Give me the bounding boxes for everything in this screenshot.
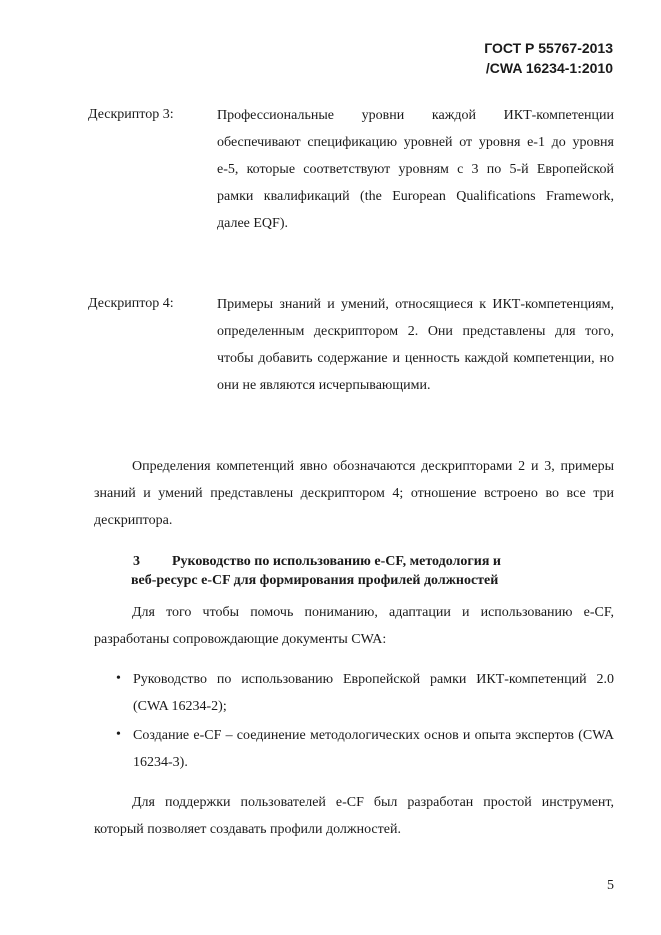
header-cwa-number: /CWA 16234-1:2010	[485, 60, 613, 76]
page-number: 5	[607, 878, 614, 893]
section-title-line-2: веб-ресурс e-CF для формирования профилей должностей	[131, 573, 499, 588]
paragraph-descriptor-relations: Определения компетенций явно обозначаются дескрипторами 2 и 3, примеры знаний и умений представлены дескриптором 4; отношение встроено во все три дескриптора.	[94, 459, 614, 528]
bullet-icon: •	[116, 727, 121, 742]
descriptor-3-label: Дескриптор 3:	[88, 107, 174, 122]
list-item: Создание e-CF – соединение методологических основ и опыта экспертов (CWA 16234-3).	[133, 728, 614, 770]
descriptor-4-label: Дескриптор 4:	[88, 296, 174, 311]
section-title-line-1: Руководство по использованию e-CF, методология и	[172, 554, 501, 569]
list-item: Руководство по использованию Европейской рамки ИКТ-компетенций 2.0 (CWA 16234-2);	[133, 672, 614, 714]
document-header	[484, 38, 613, 78]
descriptor-3-text: Профессиональные уровни каждой ИКТ-компетенции обеспечивают спецификацию уровней от уровня е-1 до уровня е-5, которые соответствуют уровням с 3 по 5-й Европейской рамки квалификаций (the European Qualifications Framework, далее EQF).	[217, 108, 614, 231]
descriptor-4-text: Примеры знаний и умений, относящиеся к ИКТ-компетенциям, определенным дескриптором 2. Они представлены для того, чтобы добавить содержание и ценность каждой компетенции, но они не являются исчерпывающими.	[217, 297, 614, 393]
bullet-icon: •	[116, 671, 121, 686]
header-standard-number: ГОСТ Р 55767-2013	[484, 40, 613, 56]
paragraph-profile-tool: Для поддержки пользователей e-CF был разработан простой инструмент, который позволяет создавать профили должностей.	[94, 795, 614, 837]
section-number: 3	[133, 554, 140, 569]
paragraph-cwa-documents: Для того чтобы помочь пониманию, адаптации и использованию e-CF, разработаны сопровождающие документы CWA:	[94, 605, 614, 647]
